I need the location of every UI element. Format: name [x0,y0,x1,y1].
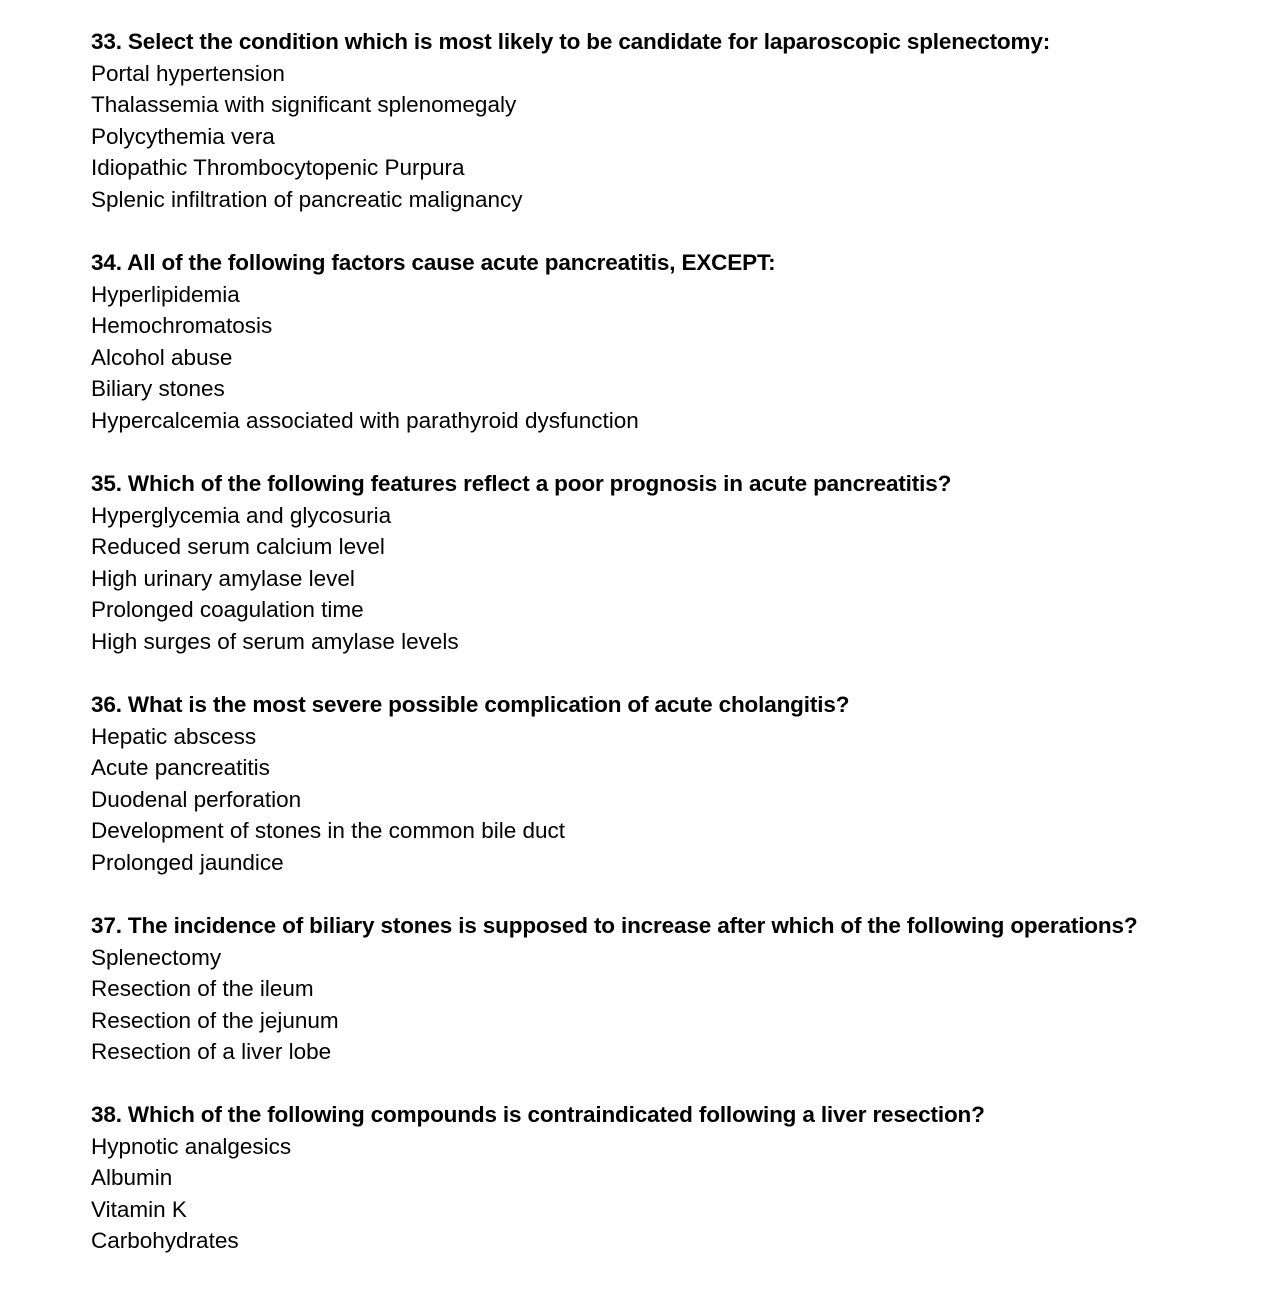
option-item: Hyperglycemia and glycosuria [91,502,392,528]
option-item: Acute pancreatitis [91,755,270,781]
option-item: Alcohol abuse [91,344,233,370]
question-34 [91,247,1261,437]
option-list [91,58,1261,216]
question-37 [91,910,1261,1068]
option-item: Splenic infiltration of pancreatic malignancy [91,186,523,212]
option-item: Polycythemia vera [91,123,275,149]
option-item: Biliary stones [91,376,225,402]
option-list [91,500,1261,658]
question-text: 35. Which of the following features reflect a poor prognosis in acute pancreatitis? [91,471,952,496]
question-38 [91,1099,1261,1257]
option-item: Thalassemia with significant splenomegaly [91,92,517,118]
option-item: Idiopathic Thrombocytopenic Purpura [91,155,465,181]
option-list [91,721,1261,879]
option-item: Prolonged coagulation time [91,597,364,623]
question-text: 37. The incidence of biliary stones is supposed to increase after which of the following operations? [91,913,1138,938]
option-item: High urinary amylase level [91,565,355,591]
option-item: Portal hypertension [91,60,285,86]
question-33 [91,26,1261,216]
option-list [91,279,1261,437]
question-text: 33. Select the condition which is most likely to be candidate for laparoscopic splenectomy: [91,29,1051,54]
option-item: High surges of serum amylase levels [91,628,459,654]
option-item: Hypercalcemia associated with parathyroid dysfunction [91,407,639,433]
option-list [91,1131,1261,1257]
question-36 [91,689,1261,879]
option-item: Resection of the jejunum [91,1007,339,1033]
option-list [91,942,1261,1068]
option-item: Reduced serum calcium level [91,534,385,560]
option-item: Hemochromatosis [91,313,273,339]
option-item: Development of stones in the common bile duct [91,818,566,844]
option-item: Splenectomy [91,944,222,970]
question-35 [91,468,1261,658]
option-item: Resection of a liver lobe [91,1039,332,1065]
option-item: Carbohydrates [91,1228,239,1254]
option-item: Hyperlipidemia [91,281,240,307]
option-item: Vitamin K [91,1196,187,1222]
option-item: Duodenal perforation [91,786,302,812]
question-text: 38. Which of the following compounds is contraindicated following a liver resection? [91,1102,985,1127]
option-item: Hepatic abscess [91,723,257,749]
option-item: Prolonged jaundice [91,849,284,875]
question-text: 34. All of the following factors cause acute pancreatitis, EXCEPT: [91,250,776,275]
option-item: Hypnotic analgesics [91,1133,292,1159]
question-text: 36. What is the most severe possible complication of acute cholangitis? [91,692,850,717]
option-item: Albumin [91,1165,173,1191]
option-item: Resection of the ileum [91,976,314,1002]
